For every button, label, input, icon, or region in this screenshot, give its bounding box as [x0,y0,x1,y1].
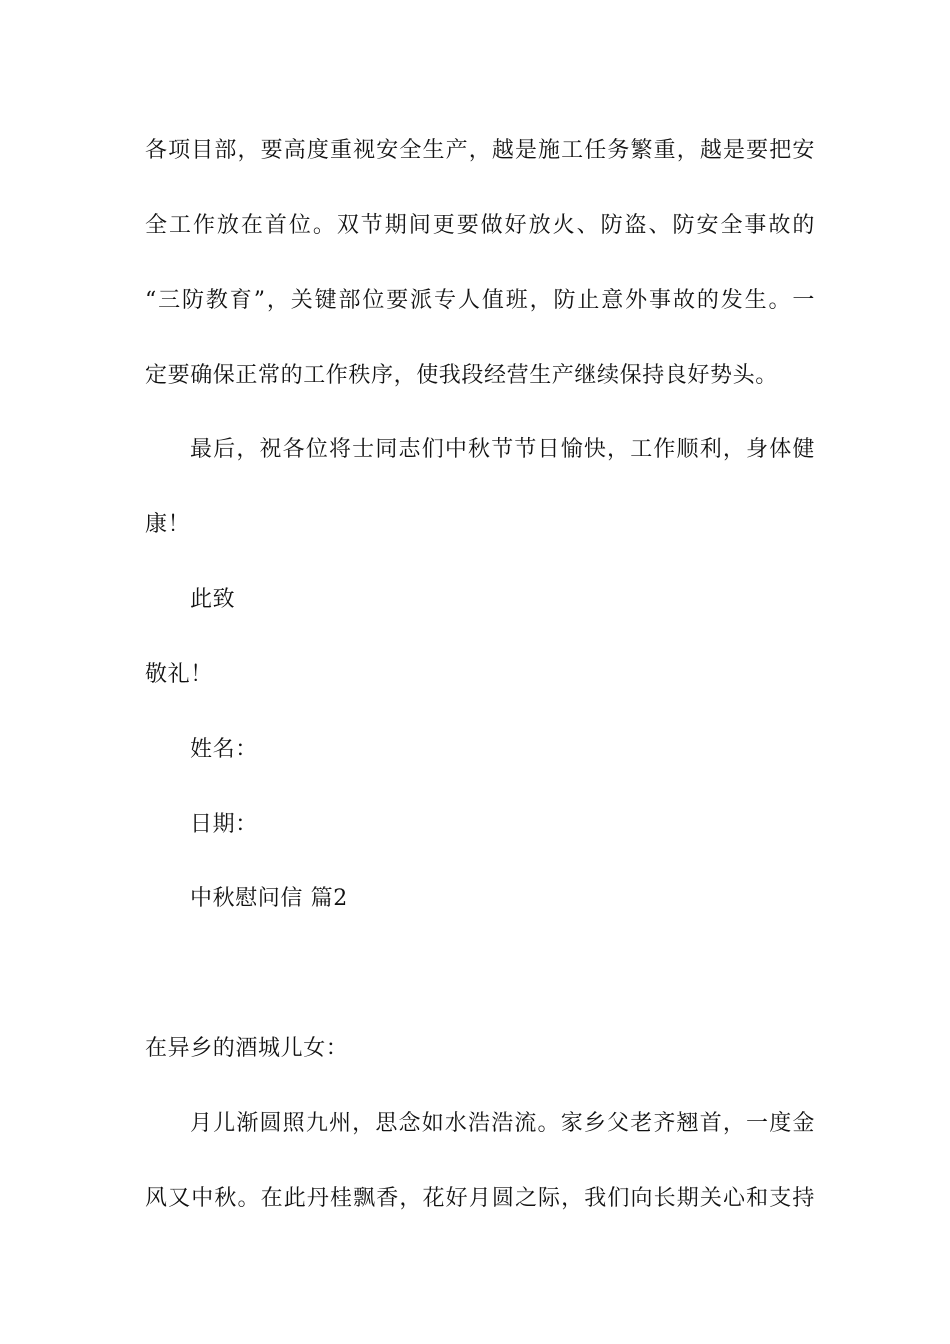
paragraph-line: 风又中秋。在此丹桂飘香，花好月圆之际，我们向长期关心和支持 [145,1186,815,1211]
signature-name-label: 姓名： [190,737,258,762]
paragraph-line: 各项目部，要高度重视安全生产，越是施工任务繁重，越是要把安 [145,138,815,163]
signature-date-label: 日期： [190,812,258,837]
paragraph-line: “三防教育”，关键部位要派专人值班，防止意外事故的发生。一 [145,288,815,313]
salutation-line: 此致 [190,587,236,612]
paragraph-line: 定要确保正常的工作秩序，使我段经营生产继续保持良好势头。 [145,363,778,388]
section-title: 中秋慰问信 篇2 [190,886,348,911]
closing-wish-line: 康！ [145,512,191,537]
paragraph-line: 全工作放在首位。双节期间更要做好放火、防盗、防安全事故的 [145,213,815,238]
paragraph-line: 月儿渐圆照九州，思念如水浩浩流。家乡父老齐翘首，一度金 [190,1111,815,1136]
salutation-line: 敬礼！ [145,662,213,687]
letter-greeting: 在异乡的酒城儿女： [145,1036,349,1061]
closing-wish-line: 最后，祝各位将士同志们中秋节节日愉快，工作顺利，身体健 [190,437,815,462]
